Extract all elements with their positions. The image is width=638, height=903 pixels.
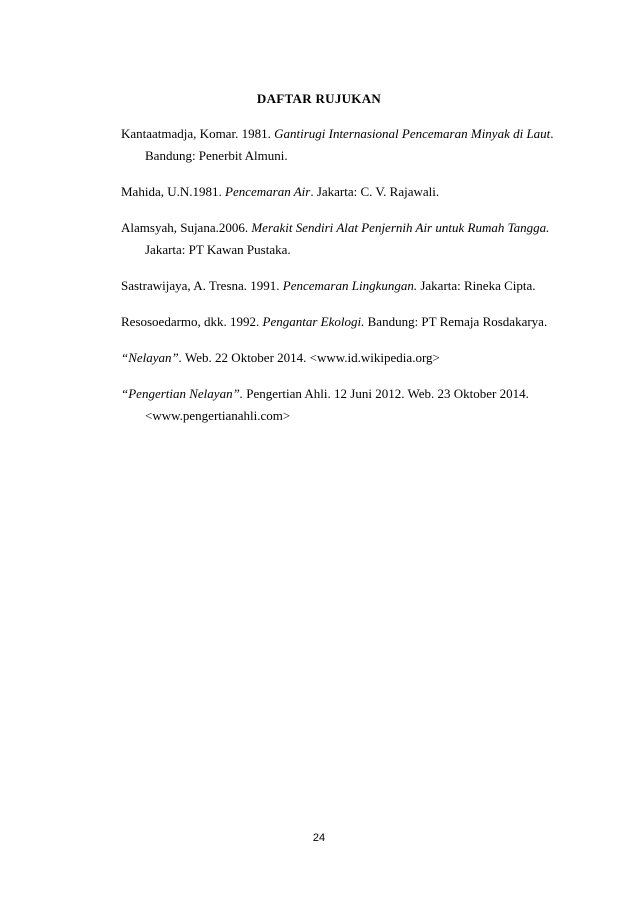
reference-list (121, 123, 561, 441)
reference-title: Pencemaran Lingkungan. (282, 278, 418, 293)
reference-publisher: Bandung: PT Remaja Rosdakarya. (364, 314, 548, 329)
reference-publisher: Jakarta: PT Kawan Pustaka. (145, 242, 291, 257)
reference-author-year: Alamsyah, Sujana.2006. (121, 220, 252, 235)
reference-item (121, 217, 561, 261)
reference-item (121, 311, 561, 333)
reference-publisher: . Jakarta: C. V. Rajawali. (310, 184, 440, 199)
reference-title: “Pengertian Nelayan”. (121, 386, 244, 401)
reference-title: Gantirugi Internasional Pencemaran Minyak di Laut (274, 126, 551, 141)
reference-item (121, 275, 561, 297)
reference-author-year: Kantaatmadja, Komar. 1981. (121, 126, 275, 141)
reference-item (121, 383, 561, 427)
reference-title: Pencemaran Air (225, 184, 311, 199)
reference-publisher: Jakarta: Rineka Cipta. (417, 278, 536, 293)
reference-source: Web. 22 Oktober 2014. <www.id.wikipedia.org> (182, 350, 440, 365)
reference-item (121, 347, 561, 369)
reference-title: “Nelayan”. (121, 350, 183, 365)
reference-title: Merakit Sendiri Alat Penjernih Air untuk Rumah Tangga. (251, 220, 550, 235)
reference-item (121, 181, 561, 203)
reference-author-year: Resosoedarmo, dkk. 1992. (121, 314, 263, 329)
reference-title: Pengantar Ekologi. (262, 314, 365, 329)
reference-publisher: . Bandung: Penerbit Almuni. (145, 126, 554, 163)
reference-author-year: Sastrawijaya, A. Tresna. 1991. (121, 278, 283, 293)
reference-author-year: Mahida, U.N.1981. (121, 184, 225, 199)
page-number: 24 (312, 832, 326, 844)
reference-item (121, 123, 561, 167)
page-title: DAFTAR RUJUKAN (256, 91, 382, 106)
reference-source: Pengertian Ahli. 12 Juni 2012. Web. 23 Oktober 2014.<www.pengertianahli.com> (145, 386, 529, 423)
